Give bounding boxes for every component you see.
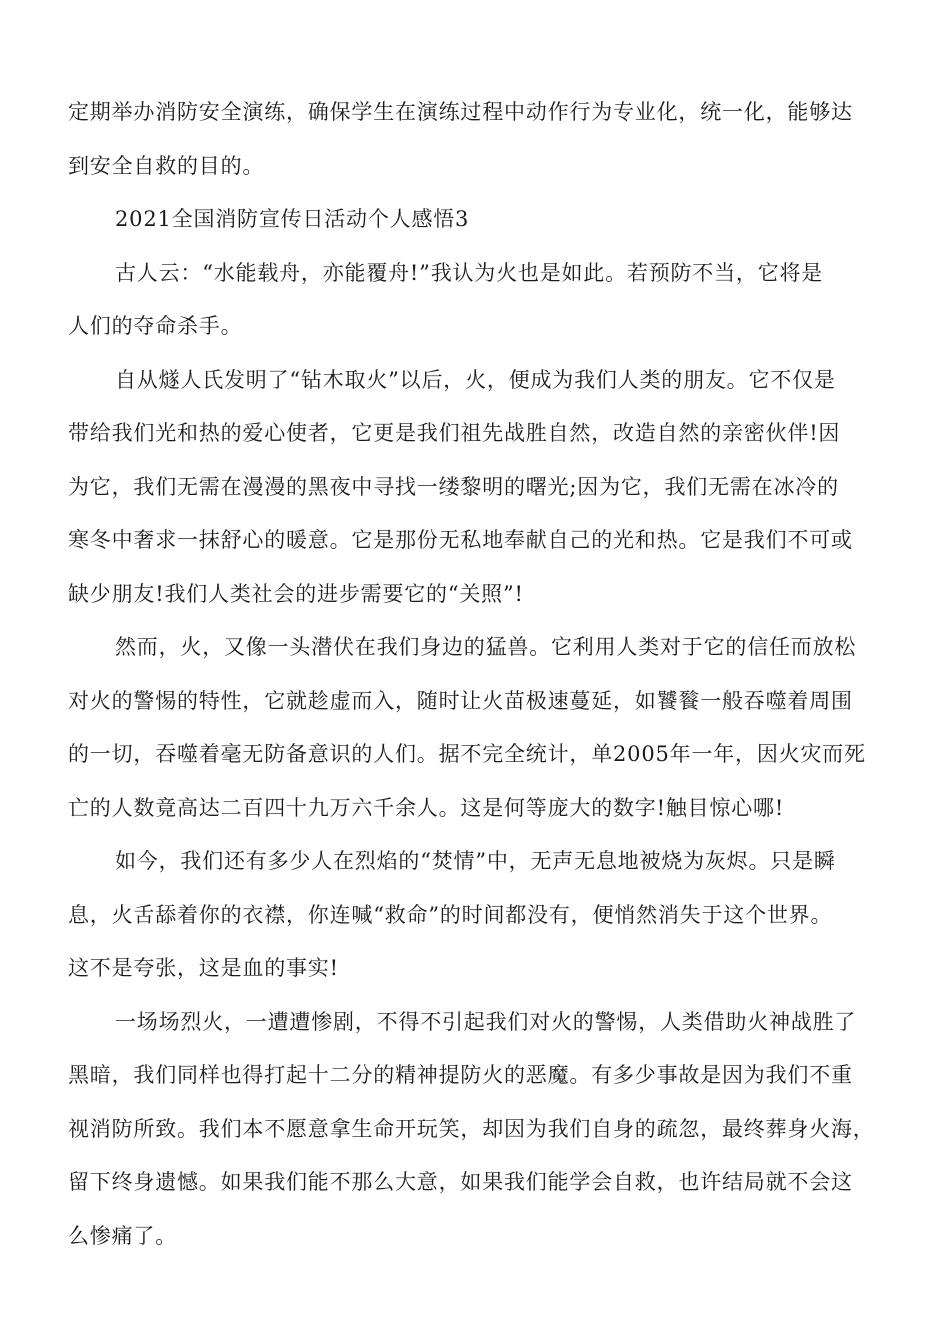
text-line: 一场场烈火，一遭遭惨剧，不得不引起我们对火的警惕，人类借助火神战胜了 [115,1009,857,1034]
text-line: 定期举办消防安全演练，确保学生在演练过程中动作行为专业化，统一化，能够达 [68,100,853,124]
paragraph-quote [68,247,888,354]
text-line: 缺少朋友!我们人类社会的进步需要它的“关照”! [68,581,524,606]
text-line: 为它，我们无需在漫漫的黑夜中寻找一缕黎明的曙光;因为它，我们无需在冰冷的 [68,474,839,499]
text-line: 然而，火，又像一头潜伏在我们身边的猛兽。它利用人类对于它的信任而放松 [115,635,857,659]
paragraph-fire-beast [68,621,888,835]
paragraph-fire-friend [68,354,888,622]
text-line: 的一切，吞噬着毫无防备意识的人们。据不完全统计，单2005年一年，因火灾而死 [68,742,866,766]
text-line: 到安全自救的目的。 [68,153,265,178]
text-line: 带给我们光和热的爱心使者，它更是我们祖先战胜自然，改造自然的亲密伙伴!因 [68,421,841,445]
text-line: 亡的人数竟高达二百四十九万六千余人。这是何等庞大的数字!触目惊心哪! [68,795,785,820]
text-line: 自从燧人氏发明了“钻木取火”以后，火，便成为我们人类的朋友。它不仅是 [115,367,836,392]
section-heading [68,193,888,247]
document-page [68,86,888,1263]
text-line: 寒冬中奢求一抹舒心的暖意。它是那份无私地奉献自己的光和热。它是我们不可或 [68,528,853,552]
text-line: 留下终身遗憾。如果我们能不那么大意，如果我们能学会自救，也许结局就不会这 [68,1170,853,1194]
text-line: 视消防所致。我们本不愿意拿生命开玩笑，却因为我们自身的疏忽，最终葬身火海， [68,1116,875,1141]
paragraph-conclusion [68,996,888,1264]
text-line: 么惨痛了。 [68,1223,177,1248]
text-line: 人们的夺命杀手。 [68,314,243,338]
text-line: 息，火舌舔着你的衣襟，你连喊“救命”的时间都没有，便悄然消失于这个世界。 [68,902,833,927]
text-line: 古人云：“水能载舟，亦能覆舟!”我认为火也是如此。若预防不当，它将是 [115,260,824,285]
paragraph-blaze [68,835,888,996]
text-line: 如今，我们还有多少人在烈焰的“焚情”中，无声无息地被烧为灰烬。只是瞬 [115,849,836,873]
heading-line: 2021全国消防宣传日活动个人感悟3 [115,207,470,231]
paragraph-continuation [68,86,888,193]
text-line: 对火的警惕的特性，它就趁虚而入，随时让火苗极速蔓延，如饕餮一般吞噬着周围 [68,688,853,713]
text-line: 这不是夸张，这是血的事实! [68,956,339,980]
text-line: 黑暗，我们同样也得打起十二分的精神提防火的恶魔。有多少事故是因为我们不重 [68,1063,853,1087]
